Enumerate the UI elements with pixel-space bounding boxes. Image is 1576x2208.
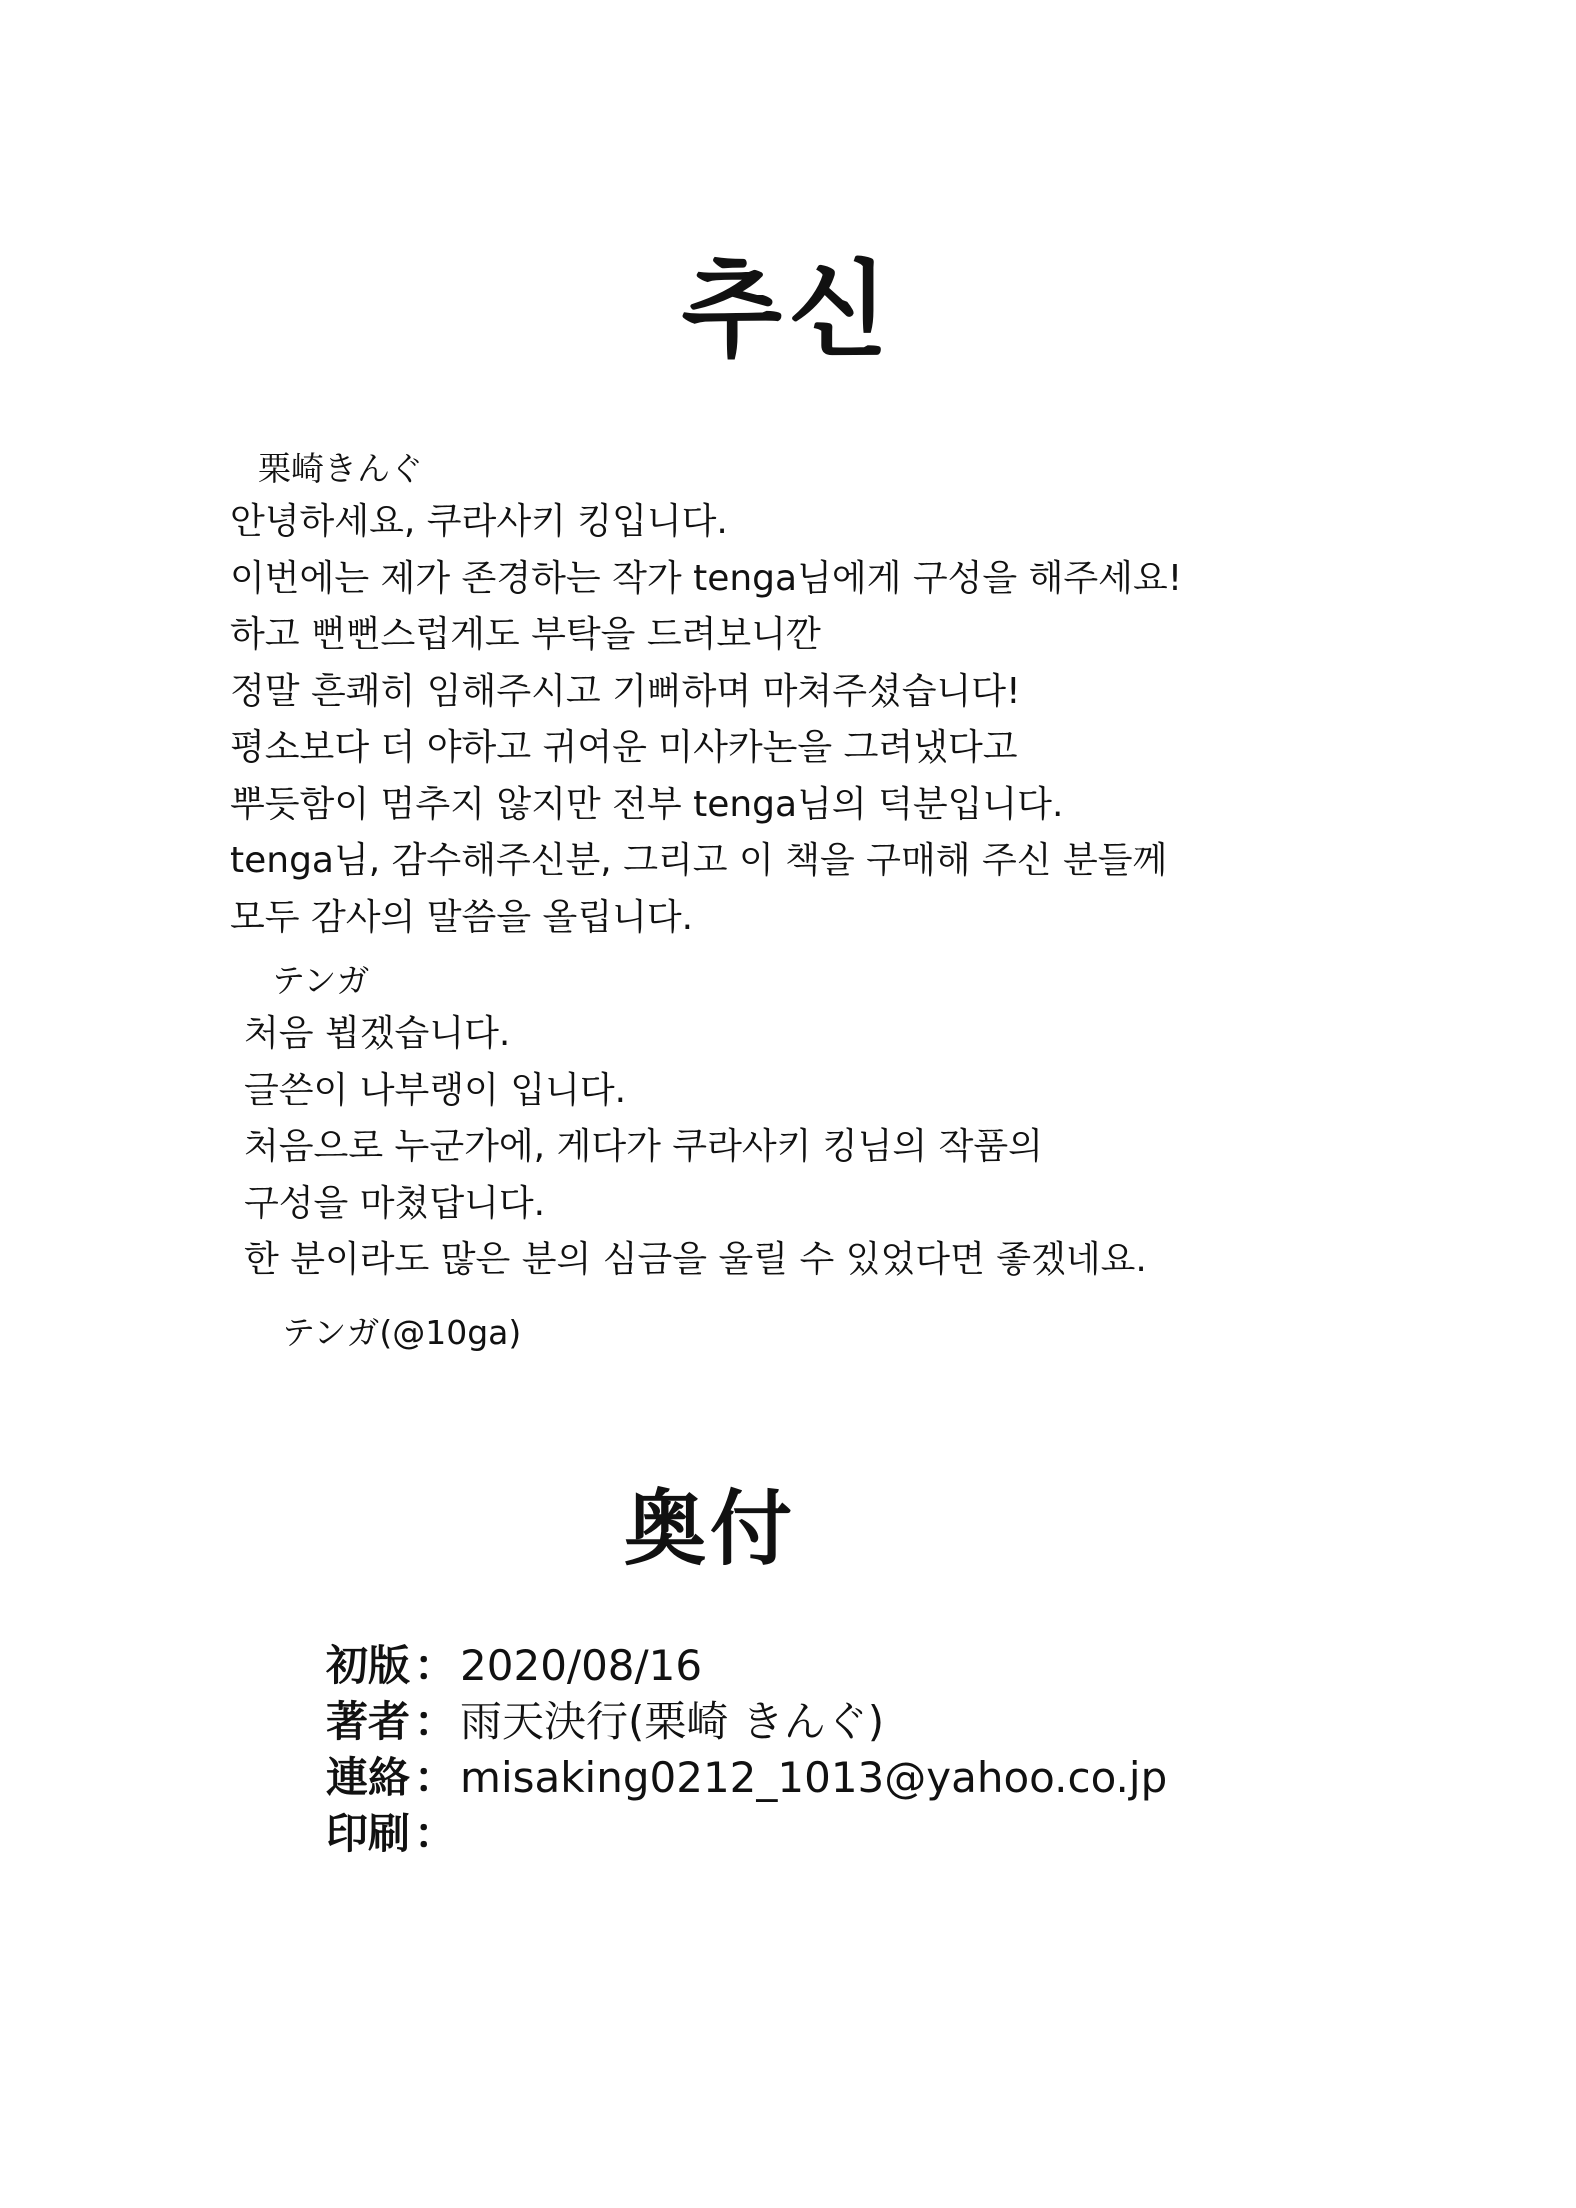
colophon-separator: ： [414, 1809, 457, 1858]
author1-line-4: 정말 흔쾌히 임해주시고 기뻐하며 마쳐주셨습니다! [230, 670, 1021, 712]
author2-line-2: 글쓴이 나부랭이 입니다. [244, 1069, 627, 1111]
colophon-row-author [326, 1694, 1167, 1750]
author2-name: テンガ [272, 961, 370, 1000]
author1-line-5: 평소보다 더 야하고 귀여운 미사카논을 그려냈다고 [230, 727, 1018, 768]
colophon-value: misaking0212_1013@yahoo.co.jp [460, 1753, 1168, 1802]
colophon-label: 初版 [326, 1641, 411, 1690]
author2-signature: テンガ(@10ga) [282, 1313, 522, 1352]
author1-name: 栗崎きんぐ [258, 449, 423, 488]
colophon-label: 著者 [326, 1697, 411, 1746]
colophon-table [326, 1638, 1167, 1862]
author1-line-6: 뿌듯함이 멈추지 않지만 전부 tenga님의 덕분입니다. [230, 783, 1064, 825]
colophon-separator: ： [414, 1641, 457, 1690]
colophon-row-contact [326, 1750, 1167, 1806]
colophon-label: 印刷 [326, 1809, 411, 1858]
colophon-row-first-edition [326, 1638, 1167, 1694]
author2-line-5: 한 분이라도 많은 분의 심금을 울릴 수 있었다면 좋겠네요. [244, 1239, 1147, 1280]
author2-line-4: 구성을 마쳤답니다. [244, 1182, 546, 1224]
author2-line-3: 처음으로 누군가에, 게다가 쿠라사키 킹님의 작품의 [244, 1126, 1043, 1167]
afterword-title: 추신 [681, 249, 895, 371]
author1-section [230, 444, 1430, 946]
colophon-value: 2020/08/16 [460, 1641, 703, 1690]
colophon-value: 雨天決行(栗崎 きんぐ) [460, 1697, 885, 1746]
author1-line-1: 안녕하세요, 쿠라사키 킹입니다. [230, 501, 728, 542]
colophon-separator: ： [414, 1697, 457, 1746]
colophon-label: 連絡 [326, 1753, 411, 1802]
author1-line-8: 모두 감사의 말씀을 올립니다. [230, 896, 694, 938]
colophon-separator: ： [414, 1753, 457, 1802]
colophon-row-printing [326, 1806, 1167, 1862]
author2-section [244, 956, 1444, 1289]
colophon-title: 奥付 [623, 1482, 796, 1577]
author1-line-7: tenga님, 감수해주신분, 그리고 이 책을 구매해 주신 분들께 [230, 840, 1168, 881]
author1-line-3: 하고 뻔뻔스럽게도 부탁을 드려보니깐 [230, 614, 821, 655]
author1-line-2: 이번에는 제가 존경하는 작가 tenga님에게 구성을 해주세요! [230, 557, 1183, 599]
author2-line-1: 처음 뵙겠습니다. [244, 1013, 511, 1054]
